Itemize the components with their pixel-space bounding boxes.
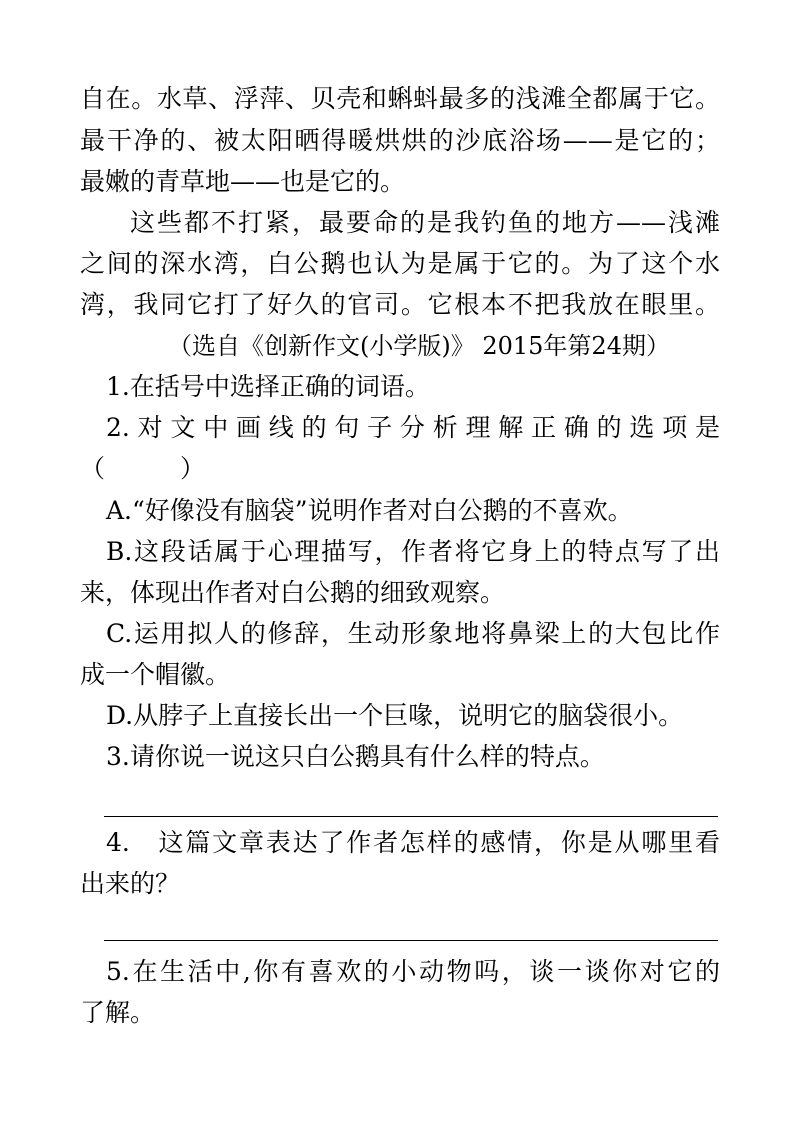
question-5-line-2: 了解。 — [80, 998, 156, 1027]
question-1: 1.在括号中选择正确的词语。 — [106, 372, 430, 401]
passage-line-5: 之间的深水湾，白公鹅也认为是属于它的。为了这个水 — [80, 249, 720, 278]
question-4-line-2: 出来的？ — [80, 869, 181, 898]
source-citation: （选自《创新作文(小学版)》 2015年第24期） — [168, 332, 670, 360]
question-2-answer-blank: （ ） — [80, 454, 206, 483]
answer-line-3 — [104, 816, 718, 817]
option-c-line-1: C.运用拟人的修辞，生动形象地将鼻梁上的大包比作 — [106, 619, 720, 648]
option-b-line-1: B.这段话属于心理描写，作者将它身上的特点写了出 — [106, 537, 720, 566]
passage-line-1: 自在。水草、浮萍、贝壳和蝌蚪最多的浅滩全都属于它。 — [80, 84, 720, 113]
passage-line-3: 最嫩的青草地——也是它的。 — [80, 167, 406, 196]
question-2: 2.对文中画线的句子分析理解正确的选项是 — [106, 413, 720, 442]
option-a: A.“好像没有脑袋”说明作者对白公鹅的不喜欢。 — [106, 496, 633, 525]
question-4-line-1: 4. 这篇文章表达了作者怎样的感情，你是从哪里看 — [106, 828, 720, 857]
option-c-line-2: 成一个帽徽。 — [80, 660, 231, 689]
option-b-line-2: 来，体现出作者对白公鹅的细致观察。 — [80, 578, 506, 607]
answer-line-4 — [104, 940, 718, 941]
passage-line-2: 最干净的、被太阳晒得暖烘烘的沙底浴场——是它的； — [80, 126, 720, 155]
passage-line-4: 这些都不打紧，最要命的是我钓鱼的地方——浅滩 — [130, 208, 720, 237]
passage-line-6: 湾，我同它打了好久的官司。它根本不把我放在眼里。 — [80, 290, 720, 319]
option-d: D.从脖子上直接长出一个巨喙，说明它的脑袋很小。 — [106, 701, 684, 730]
question-3: 3.请你说一说这只白公鹅具有什么样的特点。 — [106, 742, 605, 771]
question-5-line-1: 5.在生活中,你有喜欢的小动物吗，谈一谈你对它的 — [106, 957, 720, 986]
